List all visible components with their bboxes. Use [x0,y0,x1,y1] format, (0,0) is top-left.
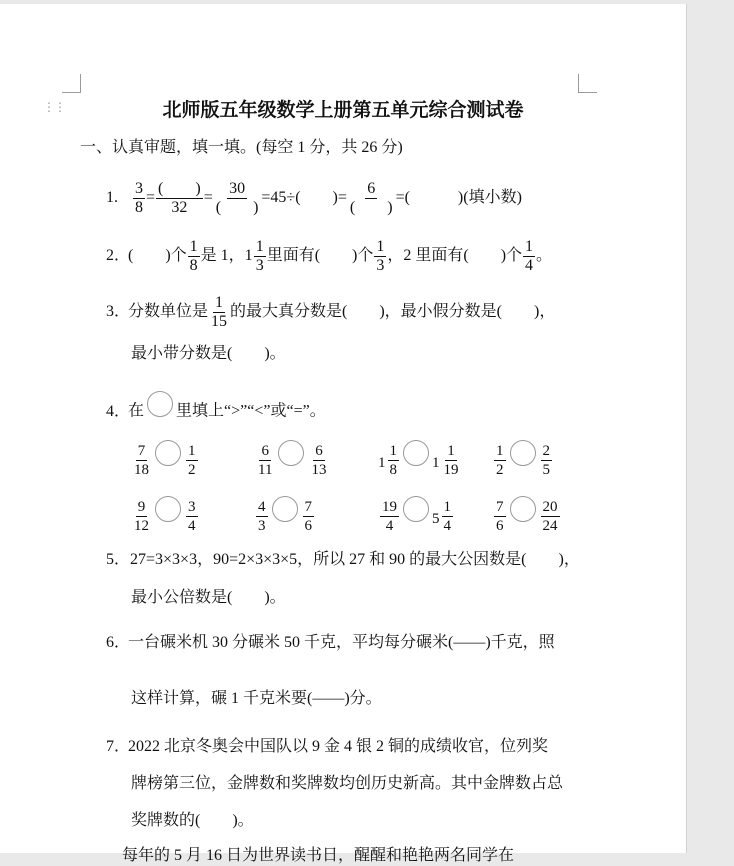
fraction: $\frac{1}{3}$ [255,238,264,274]
page-title: 北师版五年级数学上册第五单元综合测试卷 [162,99,524,121]
section-heading: 一、认真审题，填一填。(每空 1 分，共 26 分) [80,139,403,156]
drag-handle-icon[interactable]: ⋮⋮ [43,100,65,114]
question-5-line-2: 最小公倍数是( )。 [131,589,286,606]
question-5: 5．27=3×3×3，90=2×3×3×5，所以 27 和 90 的最大公因数是( )， [106,551,580,568]
answer-circle[interactable] [403,440,429,466]
fraction: $\frac{19}{4}$ [382,499,397,534]
question-7-line-3: 奖牌数的( )。 [131,812,254,829]
comparison-item [130,498,199,535]
fraction: $\frac{1}{8}$ [389,443,397,478]
document-page [0,4,687,864]
fraction: $\frac{1}{19}$ [443,443,459,478]
comparison-item [254,442,329,479]
comparison-item [492,442,553,479]
fraction: $\frac{9}{12}$ [134,499,149,534]
fraction: $\frac{7}{18}$ [134,443,149,478]
answer-circle[interactable] [147,391,173,417]
fraction: $\frac{7}{6}$ [496,499,504,534]
fraction: $\frac{6}{13}$ [311,443,327,478]
fraction: $\frac{1}{3}$ [376,238,385,274]
fraction: $\frac{6}{( )}$ [349,180,393,216]
question-1: 1. $\frac{3}{8}$ = $\frac{( )}{32}$ = $\frac{30}{( )}$ =45÷( )= $\frac{6}{( )}$ =( )(填小数) [106,180,522,216]
page-corner-mark-right [578,74,597,93]
comparison-item [492,498,561,535]
answer-circle[interactable] [155,496,181,522]
question-3: 3．分数单位是 $\frac{1}{15}$ 的最大真分数是( )，最小假分数是( )， [106,294,556,330]
answer-circle[interactable] [278,440,304,466]
answer-circle[interactable] [403,496,429,522]
fraction: $\frac{1}{15}$ [211,294,228,330]
fraction: $\frac{1}{4}$ [525,238,534,274]
fraction: $\frac{3}{8}$ [135,180,143,216]
fraction: $\frac{1}{2}$ [188,443,196,478]
answer-circle[interactable] [272,496,298,522]
question-4: 4．在 里填上“>”“<”或“=”。 [106,399,326,425]
question-7: 7．2022 北京冬奥会中国队以 9 金 4 银 2 铜的成绩收官，位列奖 [106,738,549,755]
comparison-item: 1 $\frac{1}{8}$ 1 $\frac{1}{19}$ [378,442,462,479]
comparison-item [254,498,315,535]
comparison-item [130,442,199,479]
fraction: $\frac{1}{4}$ [443,499,451,534]
fraction: $\frac{3}{4}$ [188,499,196,534]
fraction: $\frac{30}{( )}$ [215,180,259,216]
question-7-line-2: 牌榜第三位，金牌数和奖牌数均创历史新高。其中金牌数占总 [131,775,564,792]
question-6: 6．一台碾米机 30 分碾米 50 千克，平均每分碾米(——)千克，照 [106,634,555,651]
question-6-line-2: 这样计算，碾 1 千克米要(——)分。 [131,690,382,707]
fraction: $\frac{1}{8}$ [189,238,198,274]
fraction: $\frac{20}{24}$ [542,499,558,534]
fraction: $\frac{6}{11}$ [258,443,273,478]
page-corner-mark-left [62,74,81,93]
answer-circle[interactable] [510,496,536,522]
answer-circle[interactable] [155,440,181,466]
fraction: $\frac{1}{2}$ [496,443,504,478]
question-2: 2．( )个 $\frac{1}{8}$ 是 1，1 $\frac{1}{3}$ 里面有( )个 $\frac{1}{3}$ ，2 里面有( )个 $\frac{1}{4}$ 。 [106,238,553,274]
question-3-line-2: 最小带分数是( )。 [131,345,286,362]
fraction: $\frac{2}{5}$ [542,443,550,478]
answer-circle[interactable] [510,440,536,466]
fraction: $\frac{7}{6}$ [304,499,312,534]
comparison-item: $\frac{19}{4}$ 5 $\frac{1}{4}$ [378,498,454,535]
question-8-partial: 每年的 5 月 16 日为世界读书日，醒醒和艳艳两名同学在 [122,847,515,864]
fraction: $\frac{( )}{32}$ [158,180,201,216]
fraction: $\frac{4}{3}$ [258,499,266,534]
